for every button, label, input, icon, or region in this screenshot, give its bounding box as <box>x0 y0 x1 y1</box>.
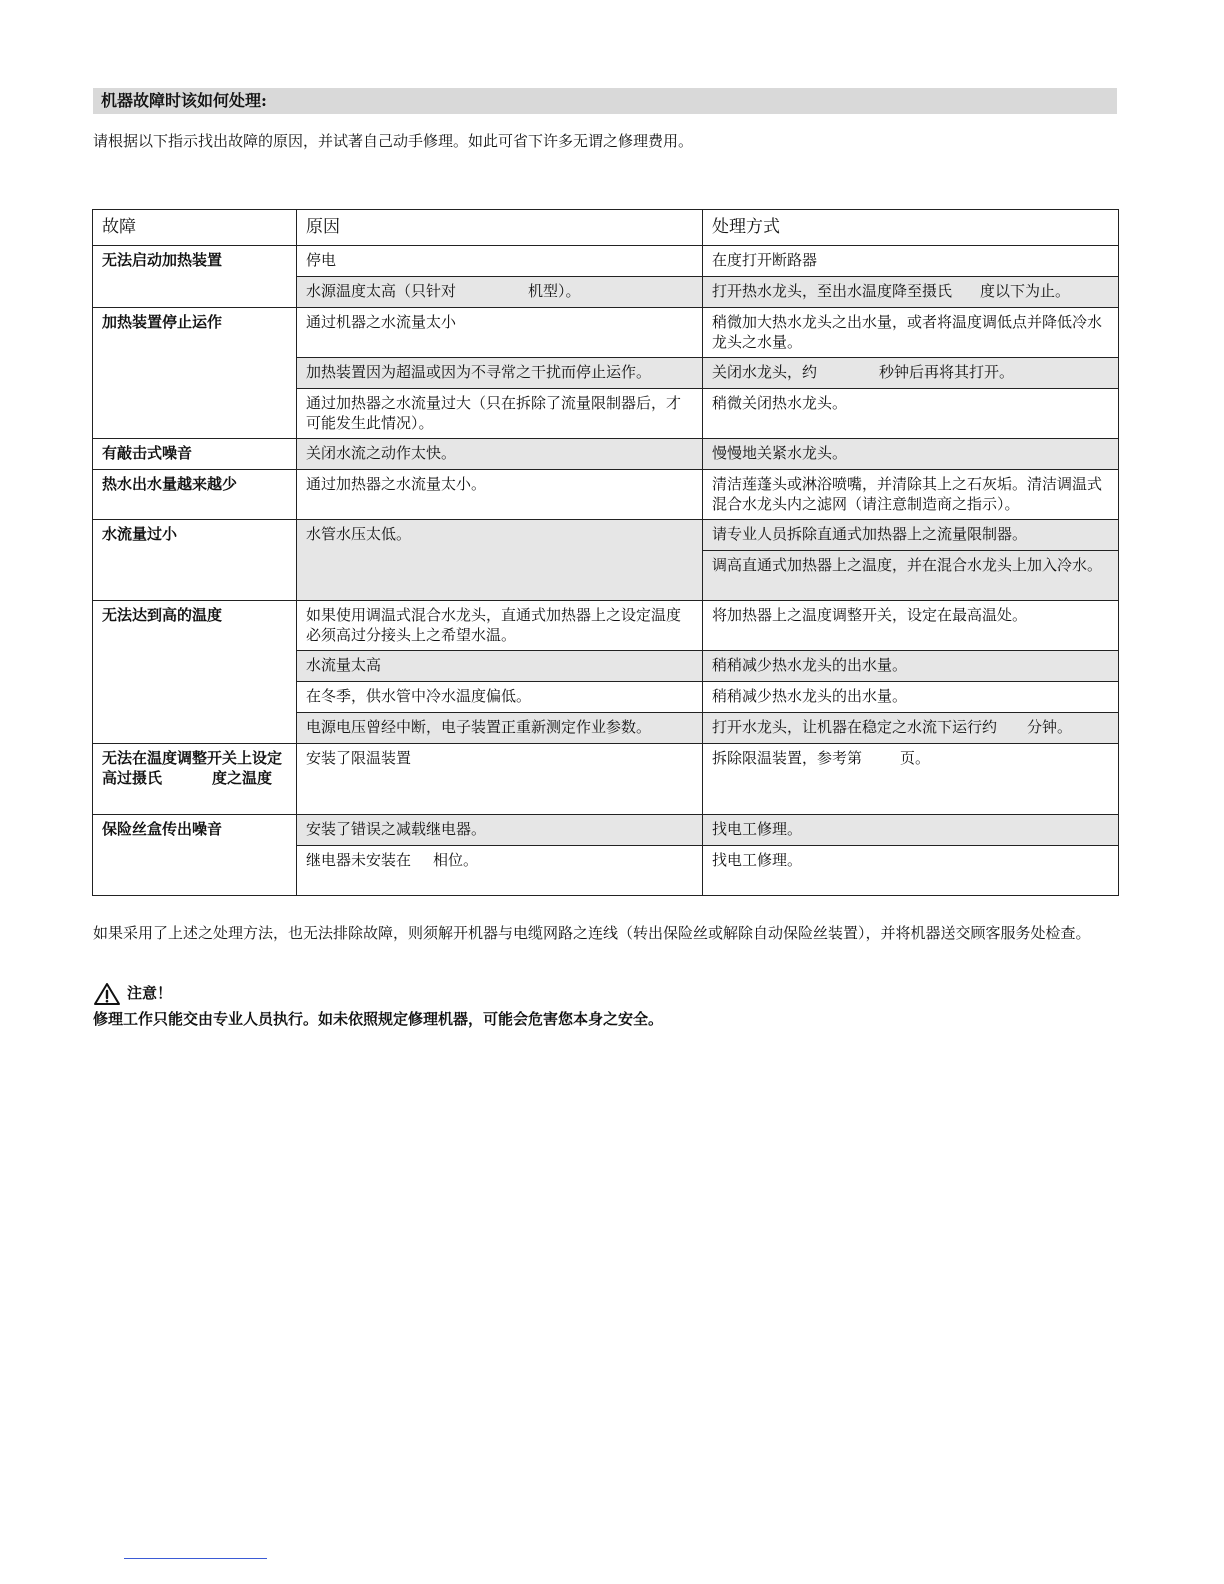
action-cell: 将加热器上之温度调整开关，设定在最高温处。 <box>703 601 1119 651</box>
table-row <box>93 439 1119 470</box>
action-text: 拆除限温装置，参考第 <box>712 749 863 767</box>
cause-cell: 电源电压曾经中断，电子装置正重新测定作业参数。 <box>297 713 703 744</box>
warning-body: 修理工作只能交由专业人员执行。如未依照规定修理机器，可能会危害您本身之安全。 <box>93 1010 664 1028</box>
table-row <box>93 308 1119 358</box>
action-cell: 稍稍减少热水龙头的出水量。 <box>703 651 1119 682</box>
warning-heading <box>93 980 172 1006</box>
table-row <box>93 520 1119 551</box>
cause-cell: 水管水压太低。 <box>297 520 703 601</box>
table-row <box>93 744 1119 815</box>
fault-cell: 热水出水量越来越少 <box>93 470 297 520</box>
action-cell: 慢慢地关紧水龙头。 <box>703 439 1119 470</box>
cause-text: 水源温度太高（只针对 <box>306 282 457 300</box>
action-text: 秒钟后再将其打开。 <box>879 363 1015 381</box>
fault-cell: 有敲击式噪音 <box>93 439 297 470</box>
action-text: 关闭水龙头，约 <box>712 363 818 381</box>
action-cell: 稍微关闭热水龙头。 <box>703 389 1119 439</box>
action-cell: 清洁莲蓬头或淋浴喷嘴，并清除其上之石灰垢。清洁调温式混合水龙头内之滤网（请注意制造商之指示）。 <box>703 470 1119 520</box>
header-cause: 原因 <box>297 210 703 246</box>
cause-cell: 通过加热器之水流量太小。 <box>297 470 703 520</box>
action-cell <box>703 744 1119 815</box>
action-cell: 调高直通式加热器上之温度，并在混合水龙头上加入冷水。 <box>703 551 1119 601</box>
cause-text: 相位。 <box>433 851 479 869</box>
action-cell <box>703 358 1119 389</box>
table-header-row <box>93 210 1119 246</box>
header-action: 处理方式 <box>703 210 1119 246</box>
cause-cell: 停电 <box>297 246 703 277</box>
fault-cell: 保险丝盒传出噪音 <box>93 815 297 896</box>
warning-title: 注意！ <box>127 984 173 1002</box>
action-cell: 在度打开断路器 <box>703 246 1119 277</box>
table-row <box>93 246 1119 277</box>
fault-cell: 加热装置停止运作 <box>93 308 297 439</box>
cause-cell: 关闭水流之动作太快。 <box>297 439 703 470</box>
header-fault: 故障 <box>93 210 297 246</box>
outro-paragraph: 如果采用了上述之处理方法，也无法排除故障，则须解开机器与电缆网路之连线（转出保险丝或解除自动保险丝装置），并将机器送交顾客服务处检查。 <box>93 924 1091 942</box>
action-text: 度以下为止。 <box>980 282 1071 300</box>
cause-cell: 安装了限温装置 <box>297 744 703 815</box>
fault-cell: 水流量过小 <box>93 520 297 601</box>
action-text: 页。 <box>900 749 931 767</box>
fault-text: 无法在温度调整开关上设定高过摄氏 <box>102 749 283 787</box>
section-title: 机器故障时该如何处理: <box>93 88 1117 114</box>
cause-cell: 加热装置因为超温或因为不寻常之干扰而停止运作。 <box>297 358 703 389</box>
action-cell <box>703 713 1119 744</box>
cause-text: 机型）。 <box>528 282 581 300</box>
action-cell: 稍微加大热水龙头之出水量，或者将温度调低点并降低冷水龙头之水量。 <box>703 308 1119 358</box>
table-row <box>93 815 1119 846</box>
cause-cell: 通过加热器之水流量过大（只在拆除了流量限制器后，才可能发生此情况）。 <box>297 389 703 439</box>
table-row <box>93 470 1119 520</box>
fault-text: 度之温度 <box>212 769 273 787</box>
cause-cell: 如果使用调温式混合水龙头，直通式加热器上之设定温度必须高过分接头上之希望水温。 <box>297 601 703 651</box>
troubleshooting-table <box>92 209 1119 896</box>
cause-text: 继电器未安装在 <box>306 851 412 869</box>
action-cell: 请专业人员拆除直通式加热器上之流量限制器。 <box>703 520 1119 551</box>
fault-cell <box>93 744 297 815</box>
cause-cell: 在冬季，供水管中冷水温度偏低。 <box>297 682 703 713</box>
action-text: 打开水龙头，让机器在稳定之水流下运行约 <box>712 718 998 736</box>
table-row <box>93 601 1119 651</box>
action-cell: 稍稍减少热水龙头的出水量。 <box>703 682 1119 713</box>
action-cell <box>703 277 1119 308</box>
cause-cell <box>297 277 703 308</box>
action-text: 打开热水龙头，至出水温度降至摄氏 <box>712 282 953 300</box>
action-cell: 找电工修理。 <box>703 815 1119 846</box>
cause-cell: 水流量太高 <box>297 651 703 682</box>
fault-cell: 无法达到高的温度 <box>93 601 297 744</box>
cause-cell <box>297 846 703 896</box>
cause-cell: 通过机器之水流量太小 <box>297 308 703 358</box>
intro-paragraph: 请根据以下指示找出故障的原因，并试著自己动手修理。如此可省下许多无谓之修理费用。 <box>93 132 694 150</box>
fault-cell: 无法启动加热装置 <box>93 246 297 308</box>
action-text: 分钟。 <box>1027 718 1073 736</box>
action-cell: 找电工修理。 <box>703 846 1119 896</box>
warning-triangle-icon <box>93 982 121 1006</box>
cause-cell: 安装了错误之减载继电器。 <box>297 815 703 846</box>
footer-rule <box>124 1558 267 1559</box>
